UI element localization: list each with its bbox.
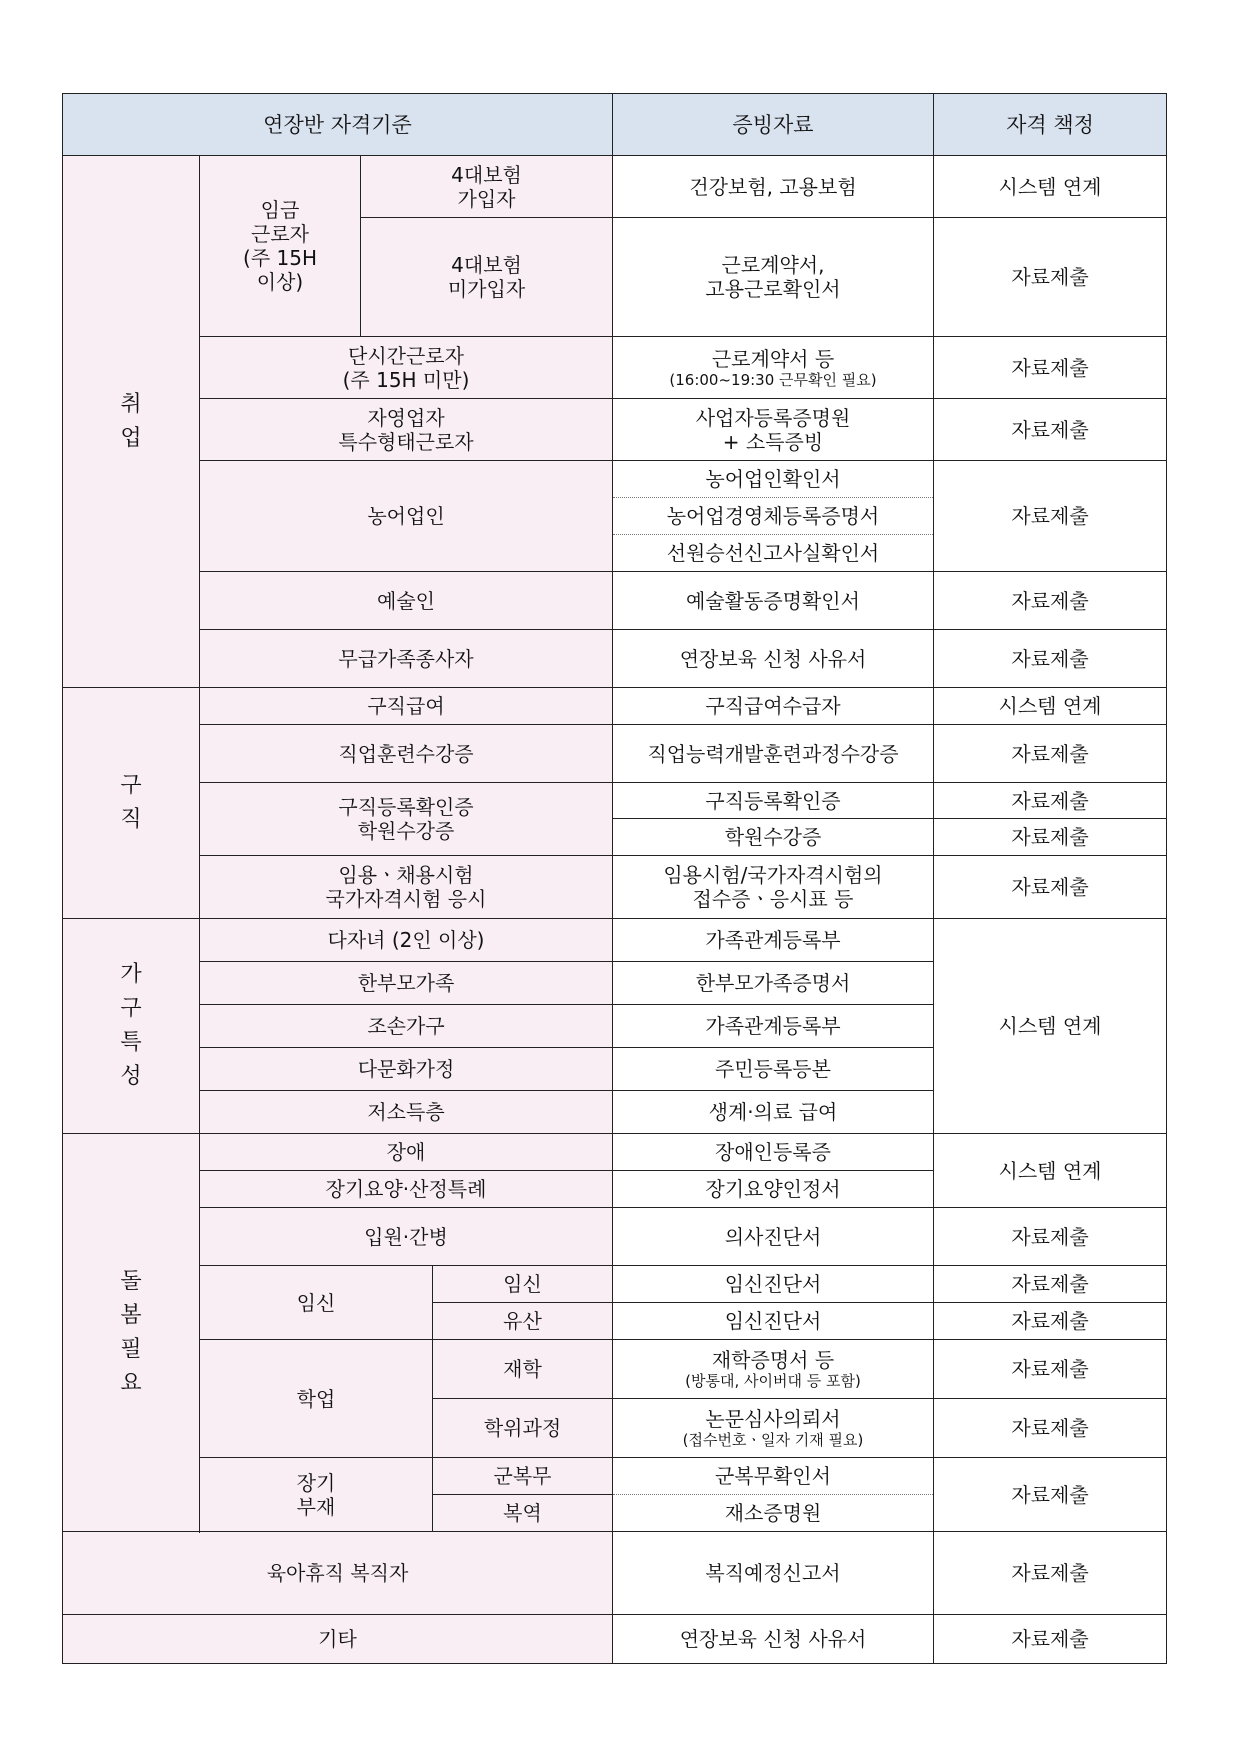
absence-evidence-2: 재소증명원 xyxy=(613,1495,934,1532)
household-label-3: 조손가구 xyxy=(200,1005,613,1048)
table-row xyxy=(63,399,1167,461)
household-evidence-4: 주민등록등본 xyxy=(613,1048,934,1091)
qualification-table-page xyxy=(62,93,1166,1664)
header-decision: 자격 책정 xyxy=(934,94,1167,156)
registration-evidence-2: 학원수강증 xyxy=(613,819,934,856)
self-employed-label: 자영업자 특수형태근로자 xyxy=(200,399,613,461)
category-care: 돌 봄 필 요 xyxy=(63,1134,200,1532)
family-worker-label: 무급가족종사자 xyxy=(200,630,613,688)
household-label-1: 다자녀 (2인 이상) xyxy=(200,919,613,962)
household-evidence-2: 한부모가족증명서 xyxy=(613,962,934,1005)
table-row xyxy=(63,156,1167,218)
longterm-label: 장기요양·산정특례 xyxy=(200,1171,613,1208)
part-time-decision: 자료제출 xyxy=(934,337,1167,399)
disability-evidence: 장애인등록증 xyxy=(613,1134,934,1171)
insured-evidence: 건강보험, 고용보험 xyxy=(613,156,934,218)
hospital-label: 입원·간병 xyxy=(200,1208,613,1266)
table-row xyxy=(63,1458,1167,1495)
absence-evidence-1: 군복무확인서 xyxy=(613,1458,934,1495)
study-evidence-2-note: (접수번호ㆍ일자 기재 필요) xyxy=(682,1431,864,1449)
pregnancy-label: 임신 xyxy=(200,1266,433,1340)
table-row xyxy=(63,1266,1167,1303)
uninsured-decision: 자료제출 xyxy=(934,218,1167,337)
longterm-evidence: 장기요양인정서 xyxy=(613,1171,934,1208)
study-sub-2: 학위과정 xyxy=(433,1399,613,1458)
household-decision: 시스템 연계 xyxy=(934,919,1167,1134)
study-evidence-1 xyxy=(613,1340,934,1399)
table-row xyxy=(63,572,1167,630)
table-row xyxy=(63,630,1167,688)
exam-evidence: 임용시험/국가자격시험의 접수증ㆍ응시표 등 xyxy=(613,856,934,919)
absence-decision: 자료제출 xyxy=(934,1458,1167,1532)
part-time-evidence-note: (16:00~19:30 근무확인 필요) xyxy=(669,370,877,389)
disability-label: 장애 xyxy=(200,1134,613,1171)
table-row xyxy=(63,856,1167,919)
study-label: 학업 xyxy=(200,1340,433,1458)
artist-decision: 자료제출 xyxy=(934,572,1167,630)
absence-label: 장기 부재 xyxy=(200,1458,433,1532)
insured-label: 4대보험 가입자 xyxy=(361,156,613,218)
part-time-label: 단시간근로자 (주 15H 미만) xyxy=(200,337,613,399)
uninsured-evidence: 근로계약서, 고용근로확인서 xyxy=(613,218,934,337)
study-evidence-1-note: (방통대, 사이버대 등 포함) xyxy=(685,1372,861,1390)
table-row xyxy=(63,1532,1167,1615)
table-row xyxy=(63,919,1167,962)
farmer-evidence-2: 농어업경영체등록증명서 xyxy=(613,498,934,535)
registration-decision-2: 자료제출 xyxy=(934,819,1167,856)
study-decision-2: 자료제출 xyxy=(934,1399,1167,1458)
registration-decision-1: 자료제출 xyxy=(934,783,1167,819)
pregnancy-sub-1: 임신 xyxy=(433,1266,613,1303)
household-evidence-3: 가족관계등록부 xyxy=(613,1005,934,1048)
study-decision-1: 자료제출 xyxy=(934,1340,1167,1399)
artist-label: 예술인 xyxy=(200,572,613,630)
study-evidence-2 xyxy=(613,1399,934,1458)
leave-return-evidence: 복직예정신고서 xyxy=(613,1532,934,1615)
table-row xyxy=(63,725,1167,783)
leave-return-decision: 자료제출 xyxy=(934,1532,1167,1615)
category-household: 가 구 특 성 xyxy=(63,919,200,1134)
table-row xyxy=(63,461,1167,498)
artist-evidence: 예술활동증명확인서 xyxy=(613,572,934,630)
other-label: 기타 xyxy=(63,1615,613,1664)
header-row xyxy=(63,94,1167,156)
table-row xyxy=(63,783,1167,819)
registration-label: 구직등록확인증 학원수강증 xyxy=(200,783,613,856)
part-time-evidence-main: 근로계약서 등 xyxy=(711,346,835,371)
pregnancy-decision-1: 자료제출 xyxy=(934,1266,1167,1303)
table-row xyxy=(63,1208,1167,1266)
registration-evidence-1: 구직등록확인증 xyxy=(613,783,934,819)
household-evidence-5: 생계·의료 급여 xyxy=(613,1091,934,1134)
insured-decision: 시스템 연계 xyxy=(934,156,1167,218)
category-job-seeking: 구 직 xyxy=(63,688,200,919)
job-benefit-label: 구직급여 xyxy=(200,688,613,725)
pregnancy-sub-2: 유산 xyxy=(433,1303,613,1340)
qualification-table xyxy=(62,93,1167,1664)
household-evidence-1: 가족관계등록부 xyxy=(613,919,934,962)
self-employed-evidence: 사업자등록증명원 + 소득증빙 xyxy=(613,399,934,461)
study-evidence-1-main: 재학증명서 등 xyxy=(711,1348,835,1372)
job-benefit-decision: 시스템 연계 xyxy=(934,688,1167,725)
household-label-4: 다문화가정 xyxy=(200,1048,613,1091)
category-employment: 취 업 xyxy=(63,156,200,688)
table-row xyxy=(63,1615,1167,1664)
care-system-decision: 시스템 연계 xyxy=(934,1134,1167,1208)
family-worker-evidence: 연장보육 신청 사유서 xyxy=(613,630,934,688)
table-row xyxy=(63,688,1167,725)
household-label-5: 저소득층 xyxy=(200,1091,613,1134)
other-decision: 자료제출 xyxy=(934,1615,1167,1664)
absence-sub-1: 군복무 xyxy=(433,1458,613,1495)
other-evidence: 연장보육 신청 사유서 xyxy=(613,1615,934,1664)
farmer-evidence-1: 농어업인확인서 xyxy=(613,461,934,498)
table-row xyxy=(63,337,1167,399)
uninsured-label: 4대보험 미가입자 xyxy=(361,218,613,337)
hospital-evidence: 의사진단서 xyxy=(613,1208,934,1266)
farmer-evidence-3: 선원승선신고사실확인서 xyxy=(613,535,934,572)
pregnancy-decision-2: 자료제출 xyxy=(934,1303,1167,1340)
hospital-decision: 자료제출 xyxy=(934,1208,1167,1266)
training-decision: 자료제출 xyxy=(934,725,1167,783)
part-time-evidence xyxy=(613,337,934,399)
leave-return-label: 육아휴직 복직자 xyxy=(63,1532,613,1615)
family-worker-decision: 자료제출 xyxy=(934,630,1167,688)
pregnancy-evidence-1: 임신진단서 xyxy=(613,1266,934,1303)
header-criteria: 연장반 자격기준 xyxy=(63,94,613,156)
exam-decision: 자료제출 xyxy=(934,856,1167,919)
table-row xyxy=(63,1340,1167,1399)
exam-label: 임용ㆍ채용시험 국가자격시험 응시 xyxy=(200,856,613,919)
wage-worker-label: 임금 근로자 (주 15H 이상) xyxy=(200,156,361,337)
job-benefit-evidence: 구직급여수급자 xyxy=(613,688,934,725)
self-employed-decision: 자료제출 xyxy=(934,399,1167,461)
farmer-decision: 자료제출 xyxy=(934,461,1167,572)
study-sub-1: 재학 xyxy=(433,1340,613,1399)
farmer-label: 농어업인 xyxy=(200,461,613,572)
absence-sub-2: 복역 xyxy=(433,1495,613,1532)
table-row xyxy=(63,1134,1167,1171)
study-evidence-2-main: 논문심사의뢰서 xyxy=(705,1407,841,1431)
training-evidence: 직업능력개발훈련과정수강증 xyxy=(613,725,934,783)
header-evidence: 증빙자료 xyxy=(613,94,934,156)
household-label-2: 한부모가족 xyxy=(200,962,613,1005)
training-label: 직업훈련수강증 xyxy=(200,725,613,783)
pregnancy-evidence-2: 임신진단서 xyxy=(613,1303,934,1340)
